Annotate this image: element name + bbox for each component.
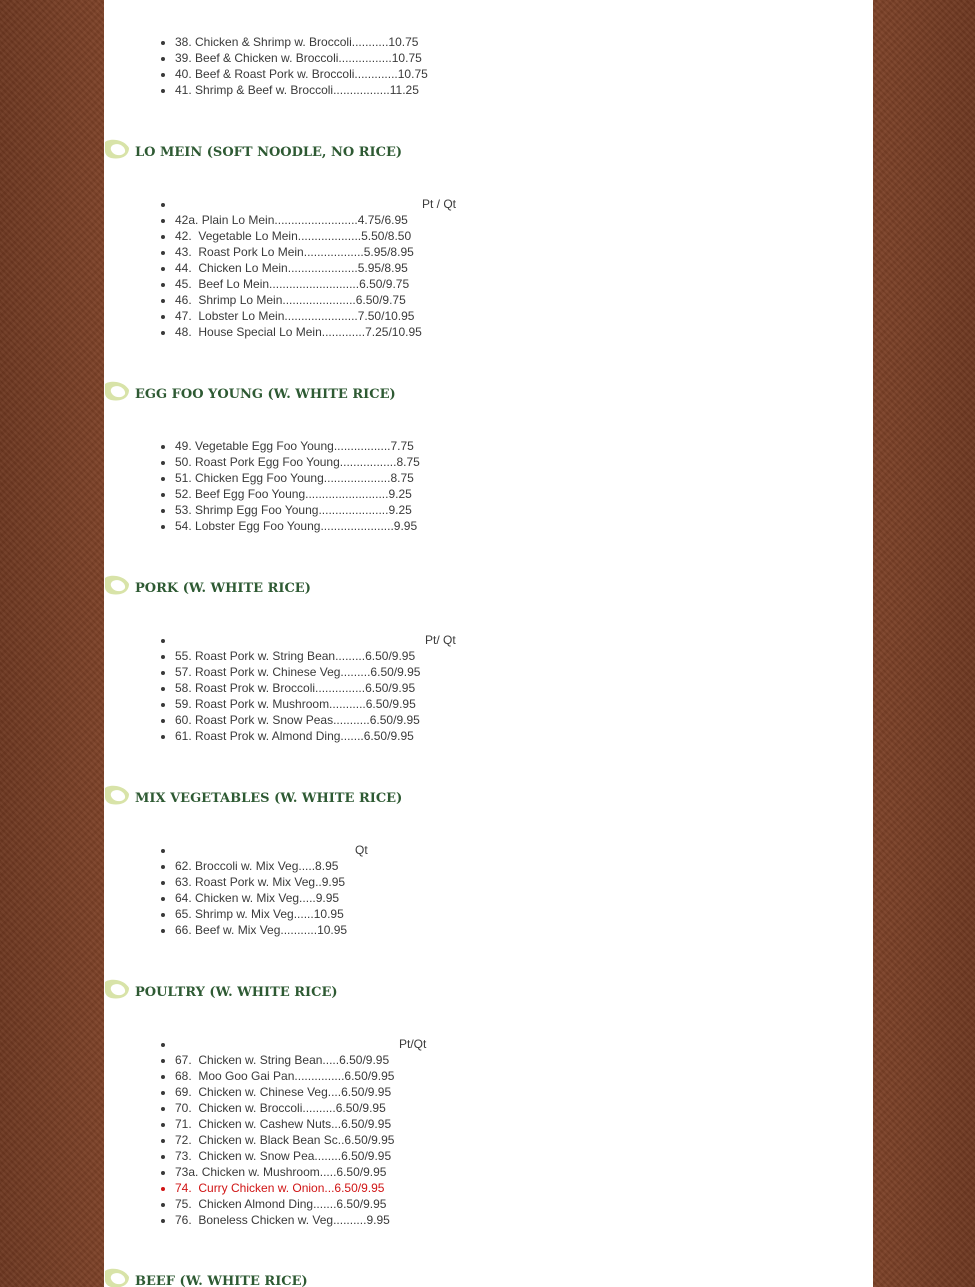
menu-item: • 49. Vegetable Egg Foo Young.................7.75	[175, 438, 873, 454]
lo-mein-item-list	[104, 196, 873, 340]
menu-item: • 64. Chicken w. Mix Veg.....9.95	[175, 890, 873, 906]
menu-item: • 69. Chicken w. Chinese Veg....6.50/9.95	[175, 1084, 873, 1100]
size-header-row	[175, 842, 873, 858]
menu-item: • 54. Lobster Egg Foo Young......................9.95	[175, 518, 873, 534]
menu-item: • 59. Roast Pork w. Mushroom...........6.50/9.95	[175, 696, 873, 712]
beef-section	[104, 1268, 873, 1287]
menu-item: • 45. Beef Lo Mein...........................6.50/9.75	[175, 276, 873, 292]
size-header: • Pt/Qt	[399, 1037, 427, 1051]
section-title: MIX VEGETABLES (W. WHITE RICE)	[135, 791, 403, 806]
leaf-bullet-icon	[104, 979, 130, 1001]
section-title: BEEF (W. WHITE RICE)	[135, 1274, 308, 1287]
mix-vegetables-section	[104, 785, 873, 938]
section-header	[104, 381, 873, 409]
menu-item: • 48. House Special Lo Mein.............7.25/10.95	[175, 324, 873, 340]
menu-item: • 76. Boneless Chicken w. Veg..........9.95	[175, 1212, 873, 1228]
size-header: • Pt / Qt	[422, 197, 457, 211]
menu-item: • 66. Beef w. Mix Veg...........10.95	[175, 922, 873, 938]
size-header: • Pt/ Qt	[425, 633, 456, 647]
section-header	[104, 139, 873, 167]
menu-item: • 42a. Plain Lo Mein.........................4.75/6.95	[175, 212, 873, 228]
menu-item: • 41. Shrimp & Beef w. Broccoli.................11.25	[175, 82, 873, 98]
menu-item: • 55. Roast Pork w. String Bean.........6.50/9.95	[175, 648, 873, 664]
menu-page	[104, 0, 873, 1287]
section-title: LO MEIN (SOFT NOODLE, NO RICE)	[135, 145, 403, 160]
size-header: • Qt	[355, 843, 368, 857]
size-header-row	[175, 196, 873, 212]
menu-item: • 63. Roast Pork w. Mix Veg..9.95	[175, 874, 873, 890]
menu-item: • 53. Shrimp Egg Foo Young.....................9.25	[175, 502, 873, 518]
leaf-bullet-icon	[104, 1268, 130, 1287]
menu-item: • 62. Broccoli w. Mix Veg.....8.95	[175, 858, 873, 874]
menu-item: • 52. Beef Egg Foo Young.........................9.25	[175, 486, 873, 502]
menu-item: • 68. Moo Goo Gai Pan...............6.50/9.95	[175, 1068, 873, 1084]
section-header	[104, 1268, 873, 1287]
menu-item: • 44. Chicken Lo Mein.....................5.95/8.95	[175, 260, 873, 276]
menu-item: • 60. Roast Pork w. Snow Peas...........6.50/9.95	[175, 712, 873, 728]
menu-item: • 58. Roast Prok w. Broccoli...............6.50/9.95	[175, 680, 873, 696]
leaf-bullet-icon	[104, 575, 130, 597]
menu-item: • 50. Roast Pork Egg Foo Young.................8.75	[175, 454, 873, 470]
menu-item: • 73. Chicken w. Snow Pea........6.50/9.95	[175, 1148, 873, 1164]
leaf-bullet-icon	[104, 139, 130, 161]
menu-item: • 72. Chicken w. Black Bean Sc..6.50/9.95	[175, 1132, 873, 1148]
broccoli-section-tail	[104, 34, 873, 98]
menu-item: • 70. Chicken w. Broccoli..........6.50/9.95	[175, 1100, 873, 1116]
lo-mein-section	[104, 139, 873, 340]
egg-foo-young-section	[104, 381, 873, 534]
menu-item: • 39. Beef & Chicken w. Broccoli................10.75	[175, 50, 873, 66]
menu-item: • 73a. Chicken w. Mushroom.....6.50/9.95	[175, 1164, 873, 1180]
mix-vegetables-item-list	[104, 842, 873, 938]
section-title: POULTRY (W. WHITE RICE)	[135, 985, 338, 1000]
leaf-bullet-icon	[104, 785, 130, 807]
menu-item: • 38. Chicken & Shrimp w. Broccoli...........10.75	[175, 34, 873, 50]
menu-item: • 51. Chicken Egg Foo Young....................8.75	[175, 470, 873, 486]
pork-item-list	[104, 632, 873, 744]
poultry-section	[104, 979, 873, 1228]
section-header	[104, 785, 873, 813]
menu-item: • 46. Shrimp Lo Mein......................6.50/9.75	[175, 292, 873, 308]
leaf-bullet-icon	[104, 381, 130, 403]
menu-item: • 75. Chicken Almond Ding.......6.50/9.95	[175, 1196, 873, 1212]
menu-item: • 43. Roast Pork Lo Mein..................5.95/8.95	[175, 244, 873, 260]
section-title: EGG FOO YOUNG (W. WHITE RICE)	[135, 387, 396, 402]
menu-item: • 57. Roast Pork w. Chinese Veg.........6.50/9.95	[175, 664, 873, 680]
menu-item-highlighted: • 74. Curry Chicken w. Onion...6.50/9.95	[175, 1180, 873, 1196]
poultry-item-list	[104, 1036, 873, 1228]
section-header	[104, 979, 873, 1007]
menu-item: • 71. Chicken w. Cashew Nuts...6.50/9.95	[175, 1116, 873, 1132]
menu-item: • 42. Vegetable Lo Mein...................5.50/8.50	[175, 228, 873, 244]
section-title: PORK (W. WHITE RICE)	[135, 581, 311, 596]
egg-foo-young-item-list	[104, 438, 873, 534]
section-header	[104, 575, 873, 603]
menu-item: • 40. Beef & Roast Pork w. Broccoli.............10.75	[175, 66, 873, 82]
pork-section	[104, 575, 873, 744]
size-header-row	[175, 632, 873, 648]
broccoli-item-list	[104, 34, 873, 98]
menu-item: • 61. Roast Prok w. Almond Ding.......6.50/9.95	[175, 728, 873, 744]
menu-item: • 65. Shrimp w. Mix Veg......10.95	[175, 906, 873, 922]
size-header-row	[175, 1036, 873, 1052]
menu-item: • 67. Chicken w. String Bean.....6.50/9.95	[175, 1052, 873, 1068]
menu-item: • 47. Lobster Lo Mein......................7.50/10.95	[175, 308, 873, 324]
